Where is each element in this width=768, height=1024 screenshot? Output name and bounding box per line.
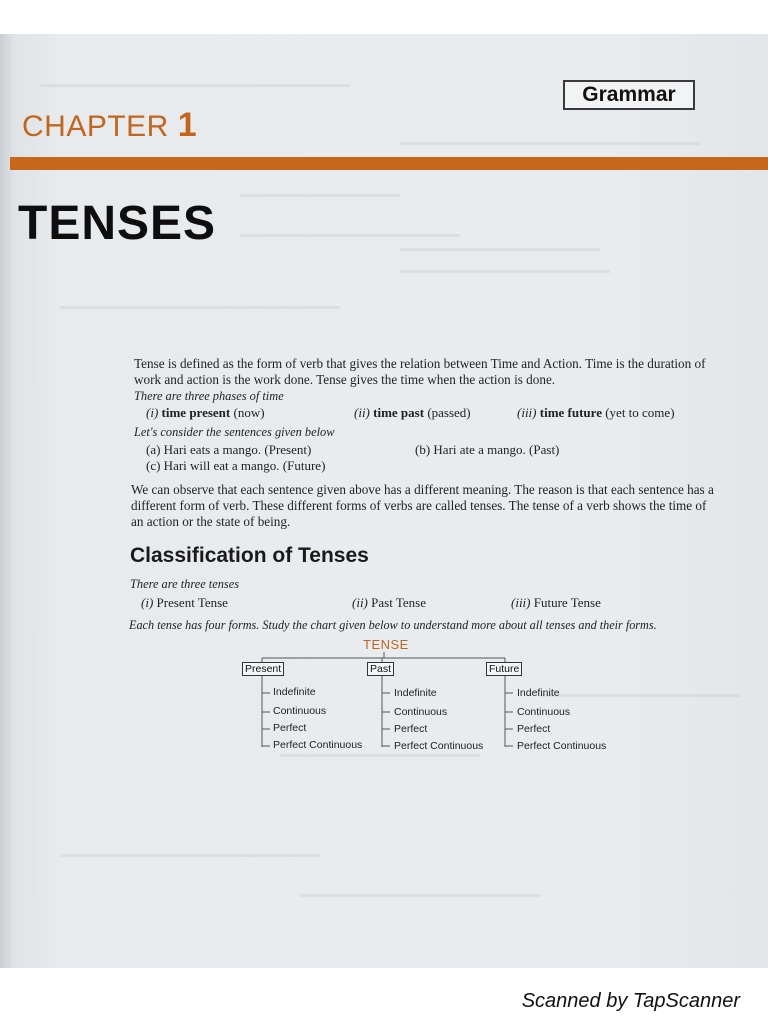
tense-number: (iii) xyxy=(511,595,531,610)
tree-leaf: Perfect Continuous xyxy=(517,740,607,752)
example-sentence-b: (b) Hari ate a mango. (Past) xyxy=(415,442,560,457)
tree-leaf: Indefinite xyxy=(273,686,316,698)
tense-name: Present Tense xyxy=(156,595,228,610)
phase-number: (iii) xyxy=(517,405,537,420)
phase-name: time future xyxy=(539,405,602,420)
phase-note: (now) xyxy=(233,405,265,420)
tree-node-past: Past xyxy=(367,662,394,676)
example-sentence-c: (c) Hari will eat a mango. (Future) xyxy=(146,458,326,473)
chart-note: Each tense has four forms. Study the chart given below to understand more about all tenses and their forms. xyxy=(129,618,657,632)
phase-number: (i) xyxy=(146,405,159,420)
observation-paragraph: We can observe that each sentence given above has a different meaning. The reason is that each sentence has a different form of verb. These different forms of verbs are called tenses. The tense of a verb shows the time of an action or the state of being. xyxy=(131,482,714,529)
book-page xyxy=(0,34,768,968)
scanner-watermark: Scanned by TapScanner xyxy=(521,990,740,1012)
tense-number: (ii) xyxy=(352,595,368,610)
tree-node-future: Future xyxy=(486,662,522,676)
tree-leaf: Indefinite xyxy=(394,687,437,699)
phase-note: (yet to come) xyxy=(605,405,675,420)
tenses-intro: There are three tenses xyxy=(130,577,240,591)
tree-leaf: Continuous xyxy=(273,705,327,717)
tree-node-present: Present xyxy=(242,662,284,676)
tree-leaf: Perfect xyxy=(394,723,428,735)
phase-note: (passed) xyxy=(427,405,471,420)
example-sentence-a: (a) Hari eats a mango. (Present) xyxy=(146,442,312,457)
tree-leaf: Perfect xyxy=(273,722,307,734)
tree-leaf: Perfect Continuous xyxy=(394,740,484,752)
tense-name: Future Tense xyxy=(533,595,601,610)
tree-title: TENSE xyxy=(363,637,409,652)
tree-leaf: Continuous xyxy=(394,706,448,718)
phase-name: time past xyxy=(373,405,425,420)
phases-intro: There are three phases of time xyxy=(134,389,284,403)
tree-leaf: Perfect Continuous xyxy=(273,739,363,751)
phase-name: time present xyxy=(161,405,231,420)
grammar-label-box: Grammar xyxy=(563,80,695,110)
scan-footer xyxy=(0,968,768,1024)
tense-number: (i) xyxy=(141,595,154,610)
definition-paragraph: Tense is defined as the form of verb that gives the relation between Time and Action. Time is the duration of work and action is the work done. Tense gives the time when the action is done. xyxy=(134,356,706,387)
scan-top-margin xyxy=(0,0,768,34)
tree-leaf: Continuous xyxy=(517,706,571,718)
tree-leaf: Perfect xyxy=(517,723,551,735)
section-heading: Classification of Tenses xyxy=(130,544,369,567)
page-title: TENSES xyxy=(18,197,217,250)
phase-number: (ii) xyxy=(354,405,370,420)
chapter-word: CHAPTER xyxy=(22,110,169,143)
chapter-number: 1 xyxy=(177,106,198,144)
tree-leaf: Indefinite xyxy=(517,687,560,699)
tense-name: Past Tense xyxy=(371,595,426,610)
sentences-intro: Let's consider the sentences given below xyxy=(134,425,335,439)
tree-connectors xyxy=(0,34,768,968)
